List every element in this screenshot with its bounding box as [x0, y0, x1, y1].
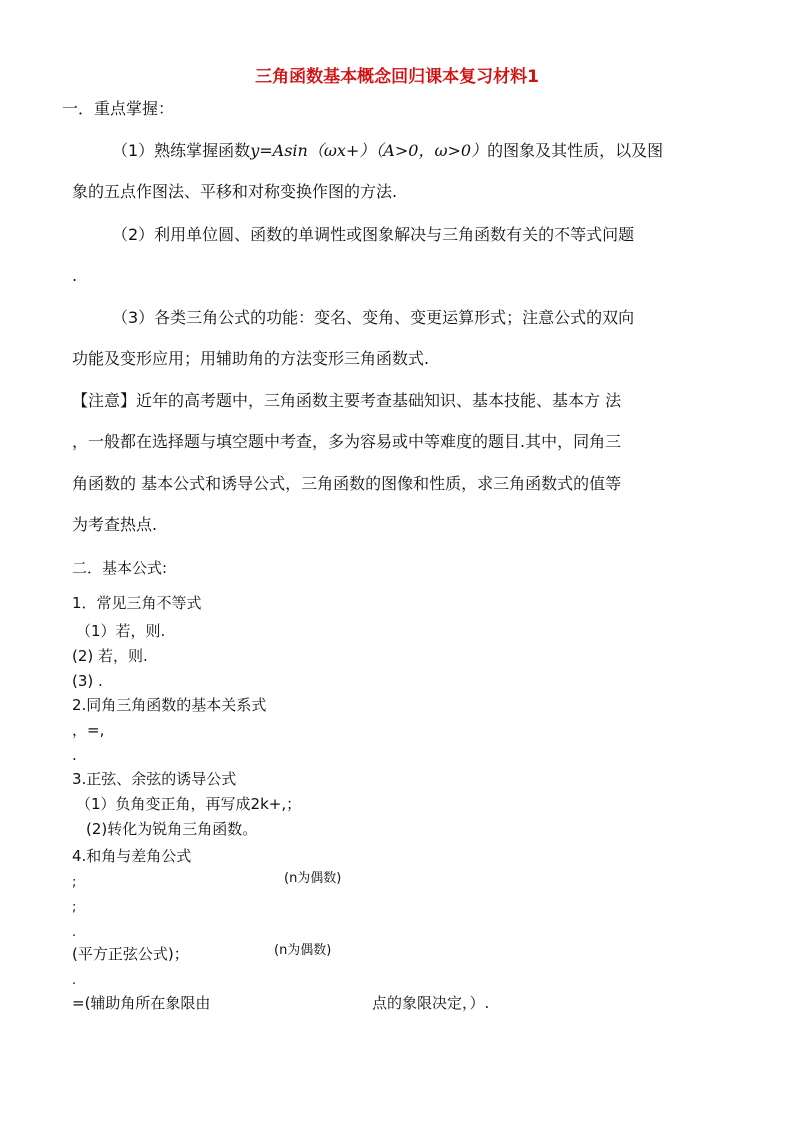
- item3-title: 3.正弦、余弦的诱导公式: [72, 770, 237, 788]
- item1-title: 1．常见三角不等式: [72, 594, 202, 612]
- item1-a: （1）若，则.: [76, 622, 166, 640]
- item3-b: (2)转化为锐角三角函数。: [86, 820, 258, 838]
- item1-c: (3) .: [72, 672, 103, 690]
- item3-a: （1）负角变正角，再写成2k+,；: [76, 795, 302, 813]
- item4-f-b: 点的象限决定，）.: [372, 994, 490, 1012]
- note-line1: 【注意】近年的高考题中，三角函数主要考查基础知识、基本技能、基本方 法: [72, 391, 622, 410]
- point1-formula: y=Asin（ωx+）（A>0，ω>0）: [250, 141, 488, 160]
- point1-text-a: （1）熟练掌握函数: [112, 141, 251, 160]
- point1-text-b: 的图象及其性质，以及图: [487, 141, 664, 160]
- point1-line2: 象的五点作图法、平移和对称变换作图的方法.: [72, 182, 398, 201]
- item2-a: ，=,: [72, 721, 105, 739]
- point3-line1: （3）各类三角公式的功能：变名、变角、变更运算形式；注意公式的双向: [112, 308, 635, 327]
- item4-f-a: =(辅助角所在象限由: [72, 994, 211, 1012]
- note-line4: 为考查热点.: [72, 515, 158, 534]
- item4-title: 4.和角与差角公式: [72, 847, 192, 865]
- item4-a-note: (n为偶数): [284, 871, 342, 886]
- item4-b: ;: [72, 900, 77, 915]
- point1-line1: [112, 140, 663, 162]
- item1-b: (2) 若，则.: [72, 647, 148, 665]
- item4-e: .: [72, 973, 77, 988]
- section2-heading: 二．基本公式:: [72, 559, 168, 577]
- item2-b: .: [72, 746, 77, 764]
- item2-title: 2.同角三角函数的基本关系式: [72, 696, 267, 714]
- point2-line1: （2）利用单位圆、函数的单调性或图象解决与三角函数有关的不等式问题: [112, 225, 635, 244]
- item4-d-note: (n为偶数): [274, 943, 332, 958]
- document-title: 三角函数基本概念回归课本复习材料1: [255, 67, 539, 87]
- note-line2: ，一般都在选择题与填空题中考查，多为容易或中等难度的题目.其中，同角三: [72, 432, 622, 451]
- note-line3: 角函数的 基本公式和诱导公式，三角函数的图像和性质，求三角函数式的值等: [72, 474, 622, 493]
- item4-d: (平方正弦公式)；: [72, 945, 189, 963]
- item4-a: ;: [72, 875, 77, 890]
- point3-line2: 功能及变形应用；用辅助角的方法变形三角函数式.: [72, 349, 430, 368]
- section1-heading: 一．重点掌握：: [62, 99, 175, 118]
- point2-line2: .: [72, 266, 78, 285]
- item4-c: .: [72, 925, 77, 940]
